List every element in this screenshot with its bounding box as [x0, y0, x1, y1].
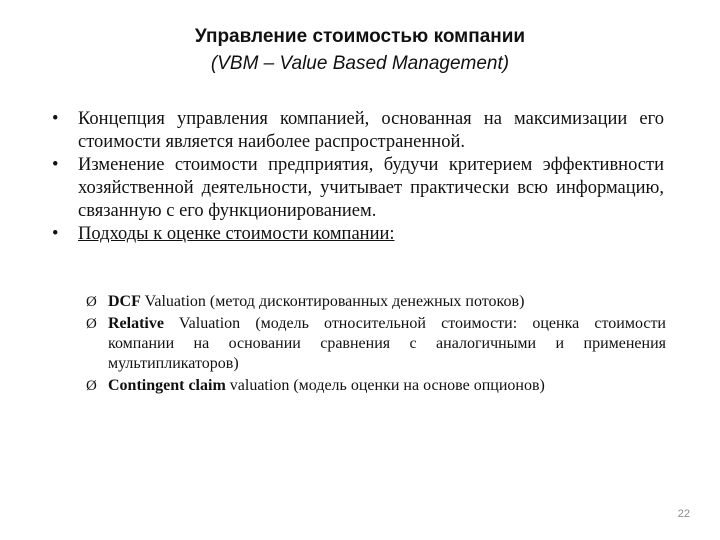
- sub-bullet-item: [86, 376, 666, 396]
- bullet-item: [52, 154, 664, 223]
- slide-subtitle: (VBM – Value Based Management): [210, 53, 510, 74]
- arrow-bullet-icon: Ø: [86, 316, 97, 332]
- sub-bullet-text: Valuation (метод дисконтированных денежных потоков): [140, 293, 525, 310]
- bullet-text: Концепция управления компанией, основанная на максимизации его стоимости является наиболее распространенной.: [78, 109, 664, 152]
- bullet-text-underlined: Подходы к оценке стоимости компании:: [78, 224, 395, 244]
- sub-bullet-item: [86, 292, 666, 312]
- bullet-dot-icon: •: [52, 109, 59, 129]
- arrow-bullet-icon: Ø: [86, 378, 97, 394]
- page-number: 22: [677, 508, 690, 520]
- arrow-bullet-icon: Ø: [86, 294, 97, 310]
- sub-bullet-list: [86, 292, 666, 398]
- sub-bullet-text: Valuation (модель относительной стоимости: оценка стоимости компании на основании сравнения с аналогичными и применения мультипликаторов): [108, 315, 666, 372]
- bullet-item: [52, 223, 664, 246]
- bullet-dot-icon: •: [52, 224, 59, 244]
- sub-bullet-bold: Contingent claim: [108, 377, 226, 394]
- sub-bullet-item: [86, 314, 666, 374]
- bullet-list: [52, 108, 664, 246]
- sub-bullet-bold: Relative: [108, 315, 164, 332]
- sub-bullet-bold: DCF: [108, 293, 141, 310]
- slide-title: Управление стоимостью компании: [194, 26, 526, 47]
- sub-bullet-text: valuation (модель оценки на основе опционов): [225, 377, 545, 394]
- bullet-text: Изменение стоимости предприятия, будучи критерием эффективности хозяйственной деятельности, учитывает практически всю информацию, связанную с его функционированием.: [78, 155, 664, 221]
- bullet-dot-icon: •: [52, 155, 59, 175]
- bullet-item: [52, 108, 664, 154]
